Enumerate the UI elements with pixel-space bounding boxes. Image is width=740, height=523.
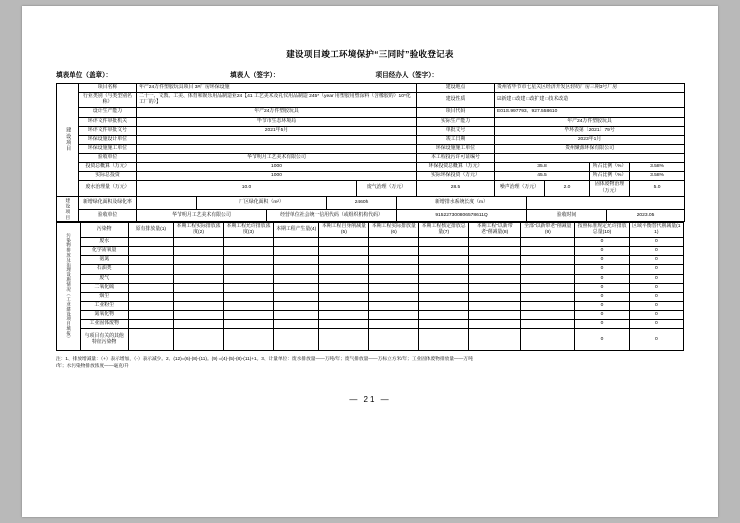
row-label: 实际总投资 [79, 172, 137, 181]
cell [419, 320, 469, 329]
table-row [57, 283, 684, 292]
cell [369, 329, 419, 351]
cell [224, 320, 274, 329]
cell [224, 256, 274, 265]
cell [469, 301, 521, 310]
cell [319, 274, 369, 283]
cell [128, 329, 174, 351]
cell: 0 [629, 238, 683, 247]
row-label: 竣工日期 [417, 135, 495, 144]
cell [469, 247, 521, 256]
cell [174, 256, 224, 265]
cell [469, 274, 521, 283]
column-header: 本期工程允许排放浓度(3) [224, 222, 274, 237]
cell [419, 283, 469, 292]
row-value: ☑新建 □改建 □改扩建 □技术改造 [495, 93, 685, 108]
cell: 0 [629, 292, 683, 301]
cell [273, 265, 319, 274]
column-header: 全部“以新带老”削减量(9) [521, 222, 575, 237]
cell: 0 [629, 320, 683, 329]
cell [419, 329, 469, 351]
cell [369, 247, 419, 256]
cell [273, 311, 319, 320]
row-label: 建设性质 [417, 93, 495, 108]
row-label: 建设地点 [417, 84, 495, 93]
green-and-footer-table [56, 196, 685, 222]
cell [521, 283, 575, 292]
row-value: 2021年5月 [137, 126, 417, 135]
column-header: 本期工程实际排放量(6) [369, 222, 419, 237]
table-row [57, 108, 685, 117]
page-title: 建设项目竣工环境保护“三同时”验收登记表 [286, 49, 454, 59]
cell [369, 274, 419, 283]
row-label: 工业粉尘 [80, 301, 128, 310]
cell: 0 [575, 329, 629, 351]
row-value: 45.5 [495, 172, 590, 181]
signature-row [56, 69, 684, 79]
cell [174, 265, 224, 274]
cell [128, 238, 174, 247]
solid-value: 5.0 [630, 181, 685, 196]
cell [174, 238, 224, 247]
table-row-green [57, 197, 685, 210]
left-label-construction-2: 建设项目 [57, 197, 79, 222]
cell [469, 238, 521, 247]
row-label: 环评文件审批文号 [79, 126, 137, 135]
cell [319, 292, 369, 301]
cell [521, 247, 575, 256]
cell: 0 [575, 311, 629, 320]
row-label: 环保设施设计单位 [79, 135, 137, 144]
forest-value: 2460h [327, 197, 397, 210]
pollution-table [56, 222, 684, 352]
cell [273, 292, 319, 301]
cell: 0 [575, 238, 629, 247]
cell: 0 [629, 256, 683, 265]
registration-table [56, 83, 685, 197]
column-header: 本期工程核定排放总量(7) [419, 222, 469, 237]
row-label: 设计生产能力 [79, 108, 137, 117]
cell [273, 320, 319, 329]
row-label: 本工程投污许可证编号 [417, 154, 495, 163]
row-label: 氮氧化物 [80, 311, 128, 320]
row-value: 华节明月工艺美术有限公司 [137, 154, 417, 163]
cell [174, 311, 224, 320]
table-row [57, 154, 685, 163]
cell: 0 [629, 311, 683, 320]
cell [319, 247, 369, 256]
cell [174, 283, 224, 292]
cell: 0 [575, 320, 629, 329]
table-row [57, 329, 684, 351]
column-header: 本期工程实际排放浓度(2) [174, 222, 224, 237]
column-header: 本期工程产生量(4) [273, 222, 319, 237]
cell [224, 265, 274, 274]
cell [521, 274, 575, 283]
drain-label: 新增排水系统长度（m） [397, 197, 527, 210]
cell [319, 238, 369, 247]
cell [174, 274, 224, 283]
row-label: 废气 [80, 274, 128, 283]
cell: 0 [575, 265, 629, 274]
cell [419, 256, 469, 265]
cell: 0 [629, 329, 683, 351]
green-value [137, 197, 197, 210]
footer-legal-label: 经营单位社会统一信用代码（或组织机构代码） [267, 209, 397, 222]
footer-unit-label: 验收单位 [79, 209, 137, 222]
cell [224, 329, 274, 351]
column-header: 本期工程“以新带老”削减量(8) [469, 222, 521, 237]
cell [128, 311, 174, 320]
row-label: 行业类别（与类型别名称） [79, 93, 137, 108]
handler-label: 项目经办人（签字）： [375, 72, 439, 79]
cell [273, 283, 319, 292]
cell [224, 301, 274, 310]
cell [273, 247, 319, 256]
cell [469, 265, 521, 274]
cell: 0 [575, 256, 629, 265]
table-row [57, 238, 684, 247]
column-header: 原有排放量(1) [128, 222, 174, 237]
column-header: 本期工程自身削减量(5) [319, 222, 369, 237]
cell: 0 [629, 274, 683, 283]
row-value: E01S.997793、927.558610 [495, 108, 685, 117]
cell [273, 274, 319, 283]
row-value: 1000 [137, 163, 417, 172]
cell [273, 238, 319, 247]
row-value [137, 135, 417, 144]
cell [469, 292, 521, 301]
table-row [57, 301, 684, 310]
cell [521, 256, 575, 265]
table-row [57, 256, 684, 265]
cell [521, 292, 575, 301]
cell [174, 301, 224, 310]
row-value: 二十一、文教、工美、体育和娱乐用品制造业24【41 工艺美术及礼仪用品制造 245*（year 用塑胶用塑涂料（含橡胶的）10*化工厂的）】 [137, 93, 417, 108]
cell: 0 [575, 301, 629, 310]
note-line-1: 注：1、排放增减量：（+）表示增加，（-）表示减少。2、(12)=(6)-(8)-(11)。(9) =(4)-(5)-(8)-(11)+1。3、计量单位：废水排放量——万吨/年；废气排放量——万标立方米/年；工业固体废物排放量——万吨 [56, 356, 473, 362]
cell [224, 274, 274, 283]
table-row [57, 274, 684, 283]
row-label: 环评文件审批机关 [79, 117, 137, 126]
row-label: 项目名称 [79, 84, 137, 93]
cell [224, 238, 274, 247]
waste-treatment-label: 废水治理量（万元） [79, 181, 137, 196]
row-value: 毕节市生态环境局 [137, 117, 417, 126]
cell [224, 292, 274, 301]
cell [174, 247, 224, 256]
cell [369, 292, 419, 301]
column-header: 污染物 [80, 222, 128, 237]
cell [369, 256, 419, 265]
cell [319, 256, 369, 265]
table-row [57, 93, 685, 108]
cell [319, 265, 369, 274]
cell [128, 265, 174, 274]
footer-unit-value: 华节明月工艺美术有限公司 [137, 209, 267, 222]
cell [521, 238, 575, 247]
cell: 0 [629, 301, 683, 310]
cell: 0 [575, 292, 629, 301]
filler-person-label: 填表人（签字）： [230, 72, 280, 79]
table-row [57, 84, 685, 93]
row-label: 环保设施施工单位 [79, 144, 137, 153]
cell [224, 247, 274, 256]
row-label: 氨氮 [80, 256, 128, 265]
cell [319, 283, 369, 292]
table-row [57, 265, 684, 274]
row-label: 验收单位 [79, 154, 137, 163]
column-header: 按照标准规定允许排放总量(10) [575, 222, 629, 237]
cell [521, 301, 575, 310]
row-value: 贵州聚源环保有限公司 [495, 144, 685, 153]
cell [369, 238, 419, 247]
cell [128, 301, 174, 310]
cell [273, 256, 319, 265]
waste-gas-value: 28.5 [417, 181, 495, 196]
cell [128, 274, 174, 283]
cell [174, 329, 224, 351]
row-label: 所占比例（%） [590, 172, 630, 181]
table-row [57, 144, 685, 153]
construction-project-block [57, 84, 685, 197]
row-label: 投资总概算（万元） [79, 163, 137, 172]
table-row-waste-treatment [57, 181, 685, 196]
cell [369, 311, 419, 320]
row-value [495, 154, 685, 163]
row-value: 贵州省毕节市七星关区经济开发区轻纺厂房三期3号厂房 [495, 84, 685, 93]
row-label: 工业固体废物 [80, 320, 128, 329]
cell [224, 283, 274, 292]
cell [369, 283, 419, 292]
cell [469, 320, 521, 329]
drain-value [527, 197, 685, 210]
row-label: 烟尘 [80, 292, 128, 301]
cell [469, 256, 521, 265]
cell [419, 247, 469, 256]
cell [419, 301, 469, 310]
cell [319, 311, 369, 320]
row-label: 所占比例（%） [590, 163, 630, 172]
row-value: 35.8 [495, 163, 590, 172]
cell [319, 320, 369, 329]
cell [469, 311, 521, 320]
document-page [22, 6, 718, 517]
cell [521, 320, 575, 329]
table-row [57, 320, 684, 329]
cell [521, 265, 575, 274]
row-label: 废水 [80, 238, 128, 247]
cell [273, 329, 319, 351]
table-row [57, 126, 685, 135]
table-row [57, 135, 685, 144]
row-label: 与项目有关的其他特征污染物 [80, 329, 128, 351]
cell: 0 [575, 274, 629, 283]
table-row [57, 163, 685, 172]
cell: 0 [629, 247, 683, 256]
table-row-footer [57, 209, 685, 222]
filler-unit-label: 填表单位（盖章）： [56, 72, 113, 79]
cell [174, 292, 224, 301]
page-number: — 21 — [349, 395, 391, 405]
waste-water-value: 10.0 [137, 181, 357, 196]
noise-label: 噪声治理（万元） [495, 181, 545, 196]
cell [174, 320, 224, 329]
cell [521, 329, 575, 351]
table-row [57, 247, 684, 256]
footer-time-label: 验收时间 [527, 209, 607, 222]
cell [469, 329, 521, 351]
cell [128, 256, 174, 265]
table-row [57, 117, 685, 126]
cell [128, 292, 174, 301]
cell [224, 311, 274, 320]
row-value: 1000 [137, 172, 417, 181]
cell [419, 238, 469, 247]
cell [128, 320, 174, 329]
cell [319, 329, 369, 351]
cell: 0 [629, 283, 683, 292]
noise-value: 2.0 [545, 181, 590, 196]
cell [369, 320, 419, 329]
table-row [57, 311, 684, 320]
cell [128, 247, 174, 256]
row-label: 化学需氧量 [80, 247, 128, 256]
row-value: 3.58% [630, 163, 685, 172]
table-row [57, 292, 684, 301]
column-header: 区域平衡替代削减量(11) [629, 222, 683, 237]
table-notes [56, 355, 684, 369]
row-value: 毕环表第〔2021〕79号 [495, 126, 685, 135]
row-value: 3.58% [630, 172, 685, 181]
green-label: 新增绿化面积及绿化率 [79, 197, 137, 210]
forest-label: 厂区绿化面积（m²） [197, 197, 327, 210]
row-value: 年产24万件塑胶玩具项目 3#厂房环保设施 [137, 84, 417, 93]
row-label: 实际生产能力 [417, 117, 495, 126]
row-value: 2023年1月 [495, 135, 685, 144]
table-row [57, 172, 685, 181]
cell: 0 [575, 247, 629, 256]
pollution-header-row [57, 222, 684, 237]
cell [273, 301, 319, 310]
cell [419, 274, 469, 283]
row-label: 项目代码 [417, 108, 495, 117]
cell [419, 292, 469, 301]
footer-time-value: 2023.05 [607, 209, 685, 222]
row-value: 年产24万件塑胶玩具 [137, 108, 417, 117]
row-label: 二氧化硫 [80, 283, 128, 292]
cell [419, 265, 469, 274]
cell [128, 283, 174, 292]
cell [419, 311, 469, 320]
waste-gas-label: 废气治理（万元） [357, 181, 417, 196]
left-label-construction: 建设项目 [57, 84, 79, 197]
row-value [137, 144, 417, 153]
cell: 0 [629, 265, 683, 274]
cell: 0 [575, 283, 629, 292]
row-label: 环保投资总概算（万元） [417, 163, 495, 172]
row-label: 环保设施施工单位 [417, 144, 495, 153]
left-label-pollution: 污染物排放及治理设施情况（工业建设项目填报） [57, 222, 81, 351]
footer-legal-value: 915227300806578611Q [397, 209, 527, 222]
row-label: 单批文号 [417, 126, 495, 135]
cell [521, 311, 575, 320]
cell [469, 283, 521, 292]
row-value: 年产24万件塑胶玩具 [495, 117, 685, 126]
cell [319, 301, 369, 310]
row-label: 实际环保投资（万元） [417, 172, 495, 181]
solid-label: 固体废物治理（万元） [590, 181, 630, 196]
row-label: 石油类 [80, 265, 128, 274]
cell [369, 265, 419, 274]
note-line-2: /年；水污染物排放浓度——毫克/升 [56, 363, 129, 369]
cell [369, 301, 419, 310]
